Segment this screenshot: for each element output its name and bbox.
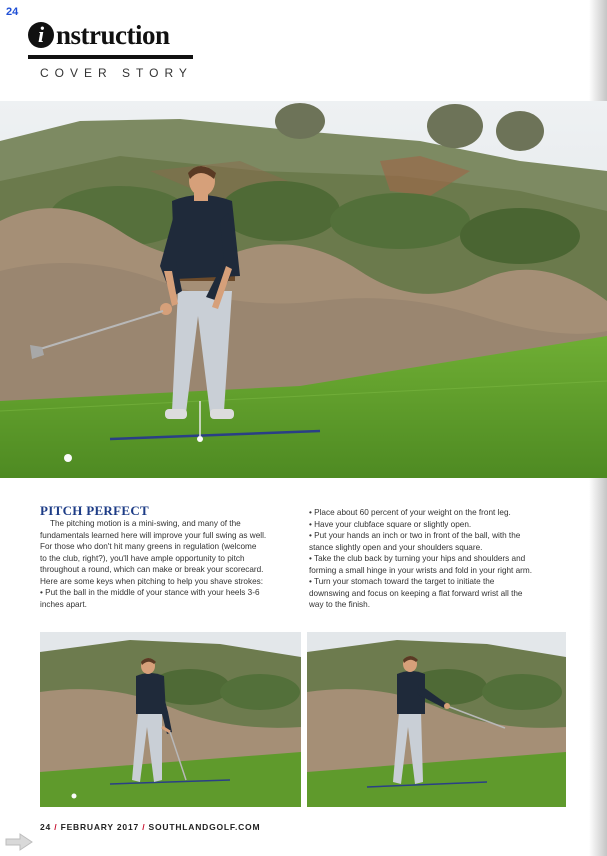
tip-line: stance slightly open and your shoulders square. (309, 542, 483, 552)
footer-slash: / (54, 822, 58, 832)
body-line: The pitching motion is a mini-swing, and many of the (50, 519, 241, 528)
tip-line: • Place about 60 percent of your weight on the front leg. (309, 508, 511, 517)
backswing-photo (40, 632, 301, 807)
next-page-arrow-icon[interactable] (4, 833, 34, 851)
article-tips-column (309, 507, 569, 611)
page-number-tag: 24 (6, 6, 19, 18)
section-label: COVER STORY (40, 66, 193, 80)
body-line: to the club, right?), you'll have ample opportunity to pitch (40, 553, 245, 563)
follow-through-photo (307, 632, 566, 807)
tip-line: • Turn your stomach toward the target to initiate the (309, 577, 495, 586)
footer-page-number: 24 (40, 822, 52, 832)
body-line: fundamentals learned here will improve your full swing as well. (40, 530, 267, 540)
footer-issue-date: FEBRUARY 2017 (60, 822, 140, 832)
footer-slash: / (142, 822, 146, 832)
tip-line: • Put your hands an inch or two in front of the ball, with the (309, 531, 521, 540)
logo-wordmark: nstruction (56, 20, 170, 50)
tip-line: downswing and focus on keeping a flat forward wrist all the (309, 588, 523, 598)
article-intro-column (40, 518, 296, 610)
body-line: Here are some keys when pitching to help you shave strokes: (40, 576, 263, 586)
tip-line: • Take the club back by turning your hips and shoulders and (309, 554, 526, 563)
tip-line: way to the finish. (309, 600, 370, 609)
body-line: throughout a round, which can make or break your scorecard. (40, 565, 264, 574)
logo-i-badge: i (28, 22, 54, 48)
tip-line: forming a small hinge in your wrists and fold in your right arm. (309, 565, 532, 575)
body-line: inches apart. (40, 599, 87, 609)
article-headline: PITCH PERFECT (40, 503, 149, 518)
page-footer (40, 822, 260, 832)
tip-line: • Have your clubface square or slightly open. (309, 519, 472, 529)
masthead-rule (28, 55, 193, 59)
body-line: For those who don't hit many greens in regulation (welcome (40, 542, 257, 551)
body-line: • Put the ball in the middle of your stance with your heels 3-6 (40, 588, 260, 597)
footer-website: SOUTHLANDGOLF.COM (148, 822, 261, 832)
main-photo (0, 101, 607, 478)
